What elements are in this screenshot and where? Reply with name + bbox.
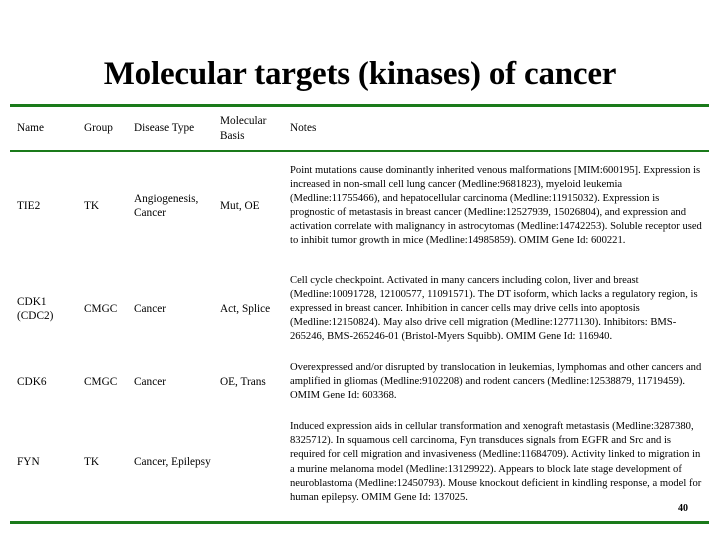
cell-notes: Point mutations cause dominantly inherited venous malformations [MIM:600195]. Expression is increased in non-small cell lung cancer (Medline:9681823), myeloid leukemia (Medline:11755466), and hepatocellular carcinoma (Medline:11915032). Expression is prognostic of metastasis in breast cancer (Medline:12527939, 15026804), and expression and activation correlate with malignancy in astrocytomas (Medline:14742253). Soluble receptor used to inhibit tumor growth in mice (Medline:14985859). OMIM Gene Id: 600221.: [290, 164, 702, 247]
slide-title: Molecular targets (kinases) of cancer: [103, 56, 617, 92]
cell-notes: Overexpressed and/or disrupted by translocation in leukemias, lymphomas and other cancers and amplified in gliomas (Medline:9102208) and rodent cancers (Medline:12538879, 11719459). OMIM Gene Id: 603368.: [290, 361, 702, 402]
cell-name: CDK1 (CDC2): [17, 295, 54, 322]
header-name: Name: [17, 122, 44, 135]
cell-disease-type: Cancer, Epilepsy: [134, 456, 211, 469]
table-row: [10, 356, 709, 408]
cell-notes: Cell cycle checkpoint. Activated in many cancers including colon, liver and breast (Medline:10091728, 12100577, 11091571). The DT isoform, which lacks a regulatory region, is expressed in breast cancer. Inhibition in cancer cells may drive cells into apoptosis (Medline:12150824). May also drive cell migration (Medline:12771130). Inhibitors: BMS-265246, BMS-265246-01 (Bristol-Myers Squibb). OMIM Gene Id: 116940.: [290, 274, 698, 343]
cell-group: CMGC: [84, 375, 118, 388]
header-group: Group: [84, 122, 113, 135]
cell-notes: Induced expression aids in cellular transformation and xenograft metastasis (Medline:3287380, 8325712). In squamous cell carcinoma, Fyn transduces signals from EGFR and Src and is required for cell migration and invasiveness (Medline:11684709). Activity linked to migration in a murine melanoma model (Medline:13129922). Appears to block late stage development of neuroblastoma (Medline:12450793). Mouse knockout deficient in kindling response, a model for human epilepsy. OMIM Gene Id: 137025.: [290, 421, 702, 503]
cell-molecular-basis: Mut, OE: [220, 199, 260, 212]
cell-molecular-basis: [220, 408, 290, 517]
header-notes: Notes: [290, 122, 317, 135]
cell-group: TK: [84, 199, 100, 212]
table-row: [10, 408, 709, 517]
table-row: [10, 262, 709, 356]
cell-molecular-basis: Act, Splice: [220, 302, 271, 315]
table-bottom-rule: [10, 521, 709, 524]
cell-molecular-basis: OE, Trans: [220, 375, 266, 388]
header-molecular-basis: Molecular Basis: [220, 115, 267, 142]
cell-disease-type: Angiogenesis, Cancer: [134, 192, 199, 219]
cell-name: CDK6: [17, 375, 47, 388]
cell-group: CMGC: [84, 302, 118, 315]
cell-name: FYN: [17, 456, 40, 469]
cell-disease-type: Cancer: [134, 375, 166, 388]
cell-name: TIE2: [17, 199, 41, 212]
table-header-row: [10, 107, 709, 150]
page-number: 40: [678, 503, 688, 514]
table-row: [10, 150, 709, 262]
cell-disease-type: Cancer: [134, 302, 166, 315]
kinase-table: [10, 107, 709, 517]
cell-group: TK: [84, 456, 100, 469]
header-disease-type: Disease Type: [134, 122, 195, 135]
